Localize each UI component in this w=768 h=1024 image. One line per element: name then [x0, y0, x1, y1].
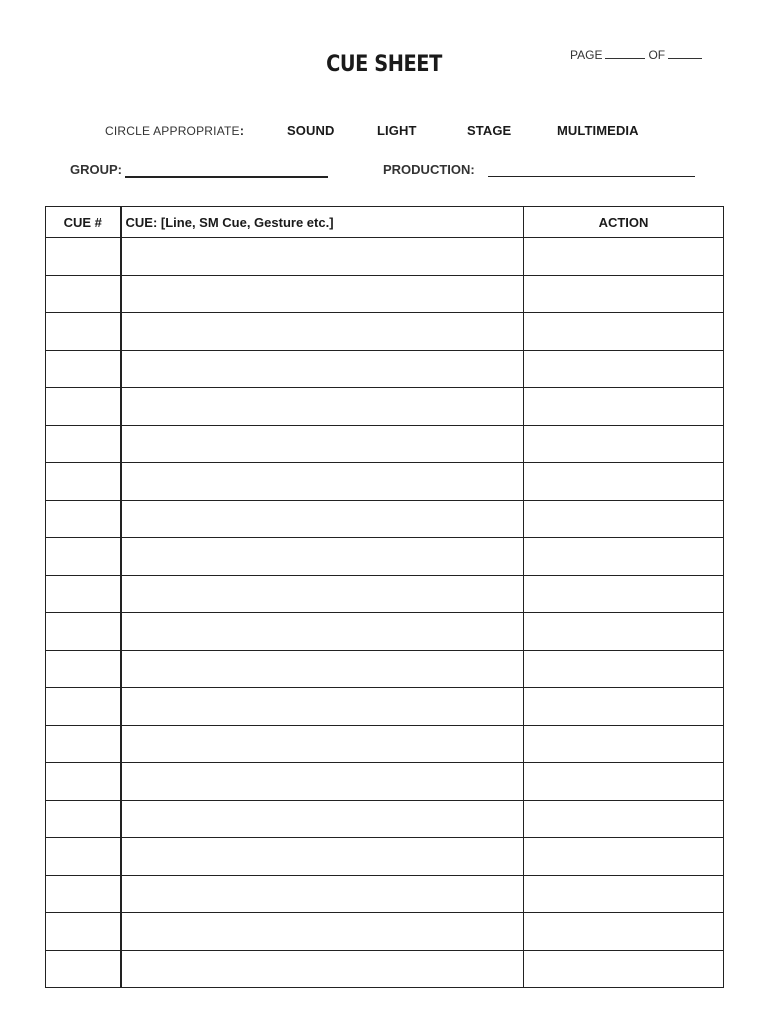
- cue-description-cell[interactable]: [121, 350, 524, 388]
- cue-description-cell[interactable]: [121, 313, 524, 351]
- circle-appropriate-row: [0, 123, 768, 141]
- action-cell[interactable]: [524, 275, 724, 313]
- cue-description-cell[interactable]: [121, 538, 524, 576]
- action-cell[interactable]: [524, 950, 724, 988]
- cue-number-cell[interactable]: [46, 800, 121, 838]
- action-cell[interactable]: [524, 688, 724, 726]
- table-row: [46, 613, 724, 651]
- cue-description-cell[interactable]: [121, 950, 524, 988]
- table-row: [46, 800, 724, 838]
- cue-description-cell[interactable]: [121, 763, 524, 801]
- cue-description-cell[interactable]: [121, 650, 524, 688]
- cue-number-cell[interactable]: [46, 275, 121, 313]
- page-label: PAGE: [570, 48, 603, 62]
- table-row: [46, 763, 724, 801]
- cue-number-cell[interactable]: [46, 763, 121, 801]
- cue-description-cell[interactable]: [121, 725, 524, 763]
- table-row: [46, 950, 724, 988]
- of-label: OF: [648, 48, 666, 62]
- cue-number-cell[interactable]: [46, 313, 121, 351]
- action-cell[interactable]: [524, 425, 724, 463]
- action-cell[interactable]: [524, 800, 724, 838]
- production-field[interactable]: [488, 176, 695, 177]
- table-row: [46, 425, 724, 463]
- table-row: [46, 238, 724, 276]
- table-row: [46, 725, 724, 763]
- action-cell[interactable]: [524, 538, 724, 576]
- table-row: [46, 313, 724, 351]
- option-multimedia[interactable]: MULTIMEDIA: [557, 123, 639, 138]
- cue-number-cell[interactable]: [46, 838, 121, 876]
- action-cell[interactable]: [524, 613, 724, 651]
- group-label: GROUP:: [70, 162, 122, 177]
- action-cell[interactable]: [524, 350, 724, 388]
- table-row: [46, 463, 724, 501]
- cue-description-cell[interactable]: [121, 238, 524, 276]
- page-number-blank[interactable]: [605, 48, 645, 59]
- cue-number-cell[interactable]: [46, 875, 121, 913]
- action-cell[interactable]: [524, 238, 724, 276]
- table-row: [46, 538, 724, 576]
- cue-description-cell[interactable]: [121, 838, 524, 876]
- cue-number-cell[interactable]: [46, 725, 121, 763]
- header-cue-description: CUE: [Line, SM Cue, Gesture etc.]: [121, 207, 524, 238]
- action-cell[interactable]: [524, 463, 724, 501]
- table-row: [46, 875, 724, 913]
- cue-number-cell[interactable]: [46, 613, 121, 651]
- circle-appropriate-colon: :: [239, 123, 245, 138]
- cue-number-cell[interactable]: [46, 950, 121, 988]
- action-cell[interactable]: [524, 725, 724, 763]
- page-title: CUE SHEET: [326, 52, 442, 77]
- circle-appropriate-label: [105, 123, 244, 138]
- page-counter: [570, 48, 702, 62]
- page-total-blank[interactable]: [668, 48, 702, 59]
- table-row: [46, 913, 724, 951]
- table-row: [46, 575, 724, 613]
- cue-description-cell[interactable]: [121, 463, 524, 501]
- action-cell[interactable]: [524, 875, 724, 913]
- cue-description-cell[interactable]: [121, 388, 524, 426]
- cue-description-cell[interactable]: [121, 425, 524, 463]
- cue-table: [45, 206, 724, 988]
- table-row: [46, 500, 724, 538]
- production-label: PRODUCTION:: [383, 162, 475, 177]
- action-cell[interactable]: [524, 650, 724, 688]
- option-stage[interactable]: STAGE: [467, 123, 512, 138]
- cue-number-cell[interactable]: [46, 238, 121, 276]
- option-light[interactable]: LIGHT: [377, 123, 417, 138]
- cue-number-cell[interactable]: [46, 688, 121, 726]
- action-cell[interactable]: [524, 575, 724, 613]
- circle-appropriate-text: CIRCLE APPROPRIATE: [105, 124, 240, 138]
- table-row: [46, 275, 724, 313]
- cue-description-cell[interactable]: [121, 913, 524, 951]
- cue-number-cell[interactable]: [46, 913, 121, 951]
- cue-description-cell[interactable]: [121, 500, 524, 538]
- cue-description-cell[interactable]: [121, 275, 524, 313]
- action-cell[interactable]: [524, 838, 724, 876]
- header-cue-number: CUE #: [46, 207, 121, 238]
- action-cell[interactable]: [524, 913, 724, 951]
- action-cell[interactable]: [524, 500, 724, 538]
- cue-number-cell[interactable]: [46, 650, 121, 688]
- cue-number-cell[interactable]: [46, 500, 121, 538]
- table-row: [46, 350, 724, 388]
- cue-number-cell[interactable]: [46, 350, 121, 388]
- action-cell[interactable]: [524, 763, 724, 801]
- cue-number-cell[interactable]: [46, 463, 121, 501]
- action-cell[interactable]: [524, 388, 724, 426]
- table-row: [46, 388, 724, 426]
- option-sound[interactable]: SOUND: [287, 123, 335, 138]
- header-action: ACTION: [524, 207, 724, 238]
- info-fields-row: [0, 162, 768, 182]
- cue-number-cell[interactable]: [46, 388, 121, 426]
- table-row: [46, 688, 724, 726]
- table-row: [46, 838, 724, 876]
- cue-number-cell[interactable]: [46, 425, 121, 463]
- action-cell[interactable]: [524, 313, 724, 351]
- table-header-row: [46, 207, 724, 238]
- cue-description-cell[interactable]: [121, 800, 524, 838]
- cue-description-cell[interactable]: [121, 688, 524, 726]
- cue-description-cell[interactable]: [121, 613, 524, 651]
- table-row: [46, 650, 724, 688]
- cue-number-cell[interactable]: [46, 575, 121, 613]
- cue-description-cell[interactable]: [121, 575, 524, 613]
- cue-number-cell[interactable]: [46, 538, 121, 576]
- cue-description-cell[interactable]: [121, 875, 524, 913]
- group-field[interactable]: [125, 176, 328, 178]
- table-body: [46, 238, 724, 988]
